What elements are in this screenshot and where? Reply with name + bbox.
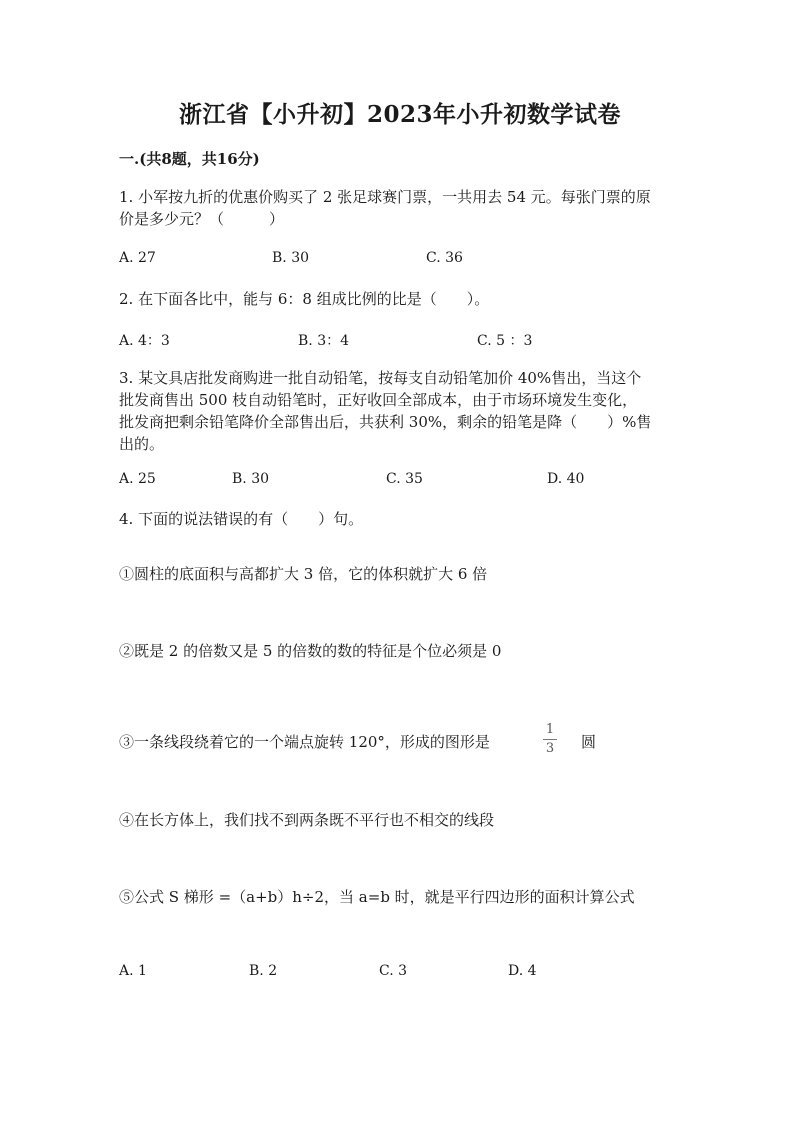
question-4-option-c: C. 3: [379, 963, 408, 979]
question-4-statement-5: ⑤公式 S 梯形 =（a+b）h÷2，当 a=b 时，就是平行四边形的面积计算公式: [119, 888, 635, 906]
question-2-line-1: 2. 在下面各比中，能与 6：8 组成比例的比是（ ）。: [119, 290, 490, 308]
fraction-numerator: 1: [545, 722, 555, 737]
question-3-option-b: B. 30: [232, 471, 270, 487]
fraction-bar: [543, 739, 557, 740]
question-3-line-3: 批发商把剩余铅笔降价全部售出后，共获利 30%，剩余的铅笔是降（ ）%售: [119, 413, 652, 431]
question-1-option-b: B. 30: [272, 250, 310, 266]
one-third-fraction: [541, 722, 559, 757]
section-heading: 一.(共8题，共16分): [119, 150, 260, 168]
question-1-option-a: A. 27: [119, 250, 156, 266]
question-2-option-a: A. 4：3: [119, 333, 170, 349]
fraction-denominator: 3: [545, 741, 555, 756]
page-title: 浙江省【小升初】2023年小升初数学试卷: [178, 101, 621, 128]
question-3-option-a: A. 25: [119, 471, 156, 487]
question-2-option-c: C. 5 ：3: [477, 333, 533, 349]
question-1-line-2: 价是多少元？（ ）: [119, 210, 285, 228]
question-4-statement-3-suffix: 圆: [581, 733, 597, 751]
question-1-option-c: C. 36: [426, 250, 463, 266]
question-3-option-c: C. 35: [386, 471, 423, 487]
question-4-statement-4: ④在长方体上，我们找不到两条既不平行也不相交的线段: [119, 811, 495, 829]
question-1-line-1: 1. 小军按九折的优惠价购买了 2 张足球赛门票，一共用去 54 元。每张门票的原: [119, 188, 651, 206]
question-4-line-1: 4. 下面的说法错误的有（ ）句。: [119, 510, 364, 528]
question-4-statement-2: ②既是 2 的倍数又是 5 的倍数的数的特征是个位必须是 0: [119, 642, 502, 660]
question-4-option-b: B. 2: [249, 963, 278, 979]
question-4-option-d: D. 4: [508, 963, 537, 979]
question-4-statement-1: ①圆柱的底面积与高都扩大 3 倍，它的体积就扩大 6 倍: [119, 565, 488, 583]
question-4-statement-3: ③一条线段绕着它的一个端点旋转 120°，形成的图形是: [119, 733, 490, 751]
question-3-option-d: D. 40: [547, 471, 585, 487]
question-3-line-2: 批发商售出 500 枝自动铅笔时，正好收回全部成本，由于市场环境发生变化，: [119, 391, 638, 409]
question-3-line-1: 3. 某文具店批发商购进一批自动铅笔，按每支自动铅笔加价 40%售出，当这个: [119, 369, 642, 387]
question-3-line-4: 出的。: [119, 435, 165, 453]
question-4-option-a: A. 1: [119, 963, 147, 979]
question-2-option-b: B. 3：4: [298, 333, 350, 349]
